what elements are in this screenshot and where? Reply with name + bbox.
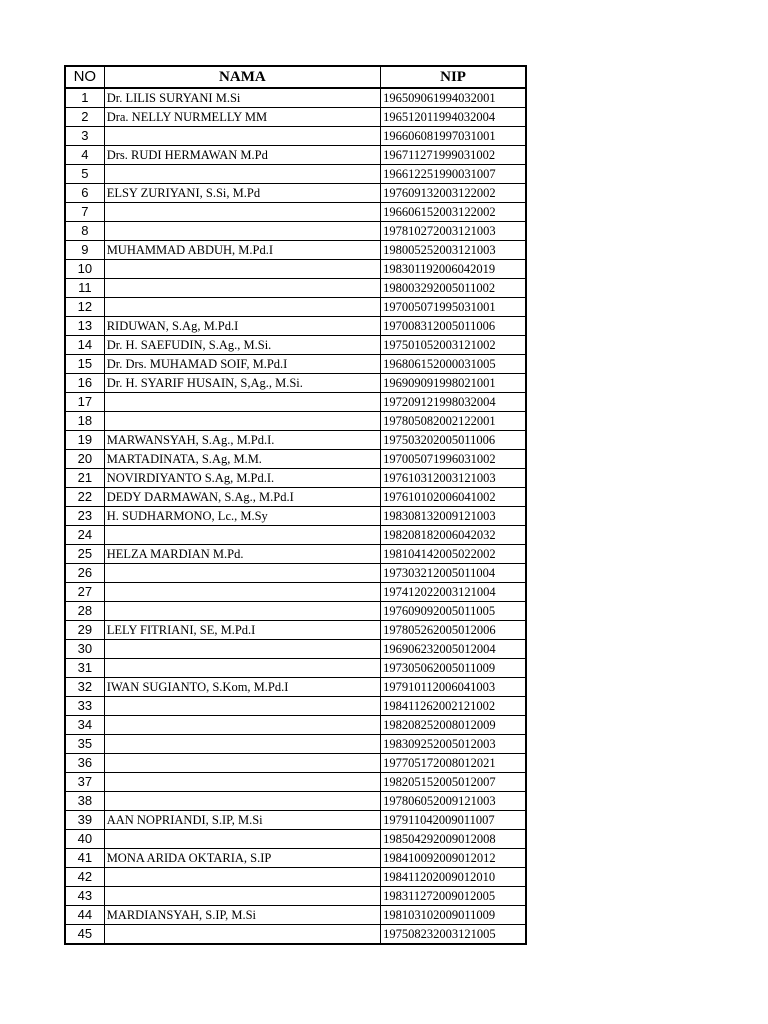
table-row	[65, 374, 526, 393]
cell-no: 35	[65, 735, 104, 754]
cell-nip: 198208252008012009	[381, 716, 526, 735]
cell-no: 44	[65, 906, 104, 925]
cell-nip: 198311272009012005	[381, 887, 526, 906]
cell-nama: IWAN SUGIANTO, S.Kom, M.Pd.I	[104, 678, 380, 697]
cell-no: 19	[65, 431, 104, 450]
cell-no: 22	[65, 488, 104, 507]
cell-no: 23	[65, 507, 104, 526]
cell-no: 29	[65, 621, 104, 640]
cell-nip: 197805082002122001	[381, 412, 526, 431]
cell-nip: 196906232005012004	[381, 640, 526, 659]
cell-nip: 197501052003121002	[381, 336, 526, 355]
cell-nip: 196612251990031007	[381, 165, 526, 184]
cell-nama	[104, 564, 380, 583]
cell-nip: 196512011994032004	[381, 108, 526, 127]
table-row	[65, 659, 526, 678]
table-row	[65, 393, 526, 412]
cell-no: 17	[65, 393, 104, 412]
cell-no: 13	[65, 317, 104, 336]
cell-nama	[104, 412, 380, 431]
cell-no: 12	[65, 298, 104, 317]
table-row	[65, 830, 526, 849]
table-row	[65, 887, 526, 906]
cell-no: 40	[65, 830, 104, 849]
cell-no: 2	[65, 108, 104, 127]
cell-nip: 198104142005022002	[381, 545, 526, 564]
cell-nip: 197008312005011006	[381, 317, 526, 336]
table-row	[65, 184, 526, 203]
table-row	[65, 640, 526, 659]
cell-nama: HELZA MARDIAN M.Pd.	[104, 545, 380, 564]
cell-nip: 198410092009012012	[381, 849, 526, 868]
cell-nama: Dr. H. SYARIF HUSAIN, S,Ag., M.Si.	[104, 374, 380, 393]
cell-nip: 198411262002121002	[381, 697, 526, 716]
table-row	[65, 697, 526, 716]
table-row	[65, 925, 526, 945]
table-row	[65, 317, 526, 336]
cell-nip: 198003292005011002	[381, 279, 526, 298]
cell-nama	[104, 640, 380, 659]
cell-nama: MONA ARIDA OKTARIA, S.IP	[104, 849, 380, 868]
cell-nama	[104, 868, 380, 887]
table-row	[65, 298, 526, 317]
cell-nama	[104, 735, 380, 754]
cell-nama	[104, 659, 380, 678]
cell-nama	[104, 887, 380, 906]
cell-nama	[104, 925, 380, 945]
cell-nama: LELY FITRIANI, SE, M.Pd.I	[104, 621, 380, 640]
table-row	[65, 279, 526, 298]
cell-no: 6	[65, 184, 104, 203]
cell-nama: NOVIRDIYANTO S.Ag, M.Pd.I.	[104, 469, 380, 488]
cell-nip: 197412022003121004	[381, 583, 526, 602]
table-row	[65, 602, 526, 621]
cell-nip: 198308132009121003	[381, 507, 526, 526]
cell-nip: 197609092005011005	[381, 602, 526, 621]
cell-no: 9	[65, 241, 104, 260]
cell-nama	[104, 203, 380, 222]
cell-nama: MARDIANSYAH, S.IP, M.Si	[104, 906, 380, 925]
cell-no: 1	[65, 88, 104, 108]
cell-no: 14	[65, 336, 104, 355]
table-row	[65, 146, 526, 165]
cell-nip: 198411202009012010	[381, 868, 526, 887]
cell-nip: 198309252005012003	[381, 735, 526, 754]
cell-nama: DEDY DARMAWAN, S.Ag., M.Pd.I	[104, 488, 380, 507]
table-row	[65, 754, 526, 773]
cell-nama: MARTADINATA, S.Ag, M.M.	[104, 450, 380, 469]
table-row	[65, 241, 526, 260]
cell-nip: 197005071996031002	[381, 450, 526, 469]
table-row	[65, 203, 526, 222]
cell-nip: 197303212005011004	[381, 564, 526, 583]
cell-nip: 197911042009011007	[381, 811, 526, 830]
cell-nama: Dr. Drs. MUHAMAD SOIF, M.Pd.I	[104, 355, 380, 374]
cell-nip: 197705172008012021	[381, 754, 526, 773]
cell-no: 20	[65, 450, 104, 469]
cell-nama	[104, 393, 380, 412]
cell-nip: 197005071995031001	[381, 298, 526, 317]
cell-no: 27	[65, 583, 104, 602]
cell-nama: MUHAMMAD ABDUH, M.Pd.I	[104, 241, 380, 260]
cell-no: 42	[65, 868, 104, 887]
cell-nip: 196509061994032001	[381, 88, 526, 108]
cell-nip: 197805262005012006	[381, 621, 526, 640]
cell-no: 36	[65, 754, 104, 773]
cell-no: 39	[65, 811, 104, 830]
cell-nip: 197910112006041003	[381, 678, 526, 697]
header-row	[65, 66, 526, 88]
cell-nama	[104, 716, 380, 735]
cell-no: 15	[65, 355, 104, 374]
table-row	[65, 488, 526, 507]
table-row	[65, 88, 526, 108]
table-row	[65, 526, 526, 545]
cell-nip: 197503202005011006	[381, 431, 526, 450]
cell-no: 21	[65, 469, 104, 488]
cell-nip: 196806152000031005	[381, 355, 526, 374]
cell-nama: Drs. RUDI HERMAWAN M.Pd	[104, 146, 380, 165]
cell-nip: 198005252003121003	[381, 241, 526, 260]
cell-no: 33	[65, 697, 104, 716]
cell-nama	[104, 792, 380, 811]
cell-nama: Dr. H. SAEFUDIN, S.Ag., M.Si.	[104, 336, 380, 355]
table-row	[65, 678, 526, 697]
cell-nama: Dra. NELLY NURMELLY MM	[104, 108, 380, 127]
cell-nama	[104, 754, 380, 773]
table-row	[65, 792, 526, 811]
table-row	[65, 431, 526, 450]
cell-nip: 196909091998021001	[381, 374, 526, 393]
cell-no: 4	[65, 146, 104, 165]
cell-no: 34	[65, 716, 104, 735]
table-row	[65, 849, 526, 868]
header-nip: NIP	[381, 66, 526, 88]
cell-nip: 197610102006041002	[381, 488, 526, 507]
table-row	[65, 773, 526, 792]
cell-no: 11	[65, 279, 104, 298]
cell-nip: 197209121998032004	[381, 393, 526, 412]
cell-no: 31	[65, 659, 104, 678]
table-row	[65, 127, 526, 146]
cell-no: 37	[65, 773, 104, 792]
cell-nama: Dr. LILIS SURYANI M.Si	[104, 88, 380, 108]
employee-table	[64, 65, 527, 945]
table-row	[65, 545, 526, 564]
cell-nama: RIDUWAN, S.Ag, M.Pd.I	[104, 317, 380, 336]
cell-no: 28	[65, 602, 104, 621]
cell-nama: MARWANSYAH, S.Ag., M.Pd.I.	[104, 431, 380, 450]
table-row	[65, 735, 526, 754]
table-row	[65, 412, 526, 431]
cell-nama	[104, 830, 380, 849]
table-row	[65, 108, 526, 127]
table-row	[65, 811, 526, 830]
cell-no: 10	[65, 260, 104, 279]
table-row	[65, 450, 526, 469]
cell-nip: 198103102009011009	[381, 906, 526, 925]
cell-no: 30	[65, 640, 104, 659]
table-row	[65, 564, 526, 583]
table-row	[65, 469, 526, 488]
cell-nama	[104, 222, 380, 241]
cell-no: 3	[65, 127, 104, 146]
table-row	[65, 868, 526, 887]
header-nama: NAMA	[104, 66, 380, 88]
cell-no: 7	[65, 203, 104, 222]
table-row	[65, 906, 526, 925]
cell-nama	[104, 127, 380, 146]
cell-nama: H. SUDHARMONO, Lc., M.Sy	[104, 507, 380, 526]
table-row	[65, 222, 526, 241]
cell-no: 45	[65, 925, 104, 945]
cell-nip: 198208182006042032	[381, 526, 526, 545]
cell-no: 41	[65, 849, 104, 868]
cell-no: 5	[65, 165, 104, 184]
table-row	[65, 716, 526, 735]
cell-nip: 198301192006042019	[381, 260, 526, 279]
table-row	[65, 336, 526, 355]
cell-nip: 198504292009012008	[381, 830, 526, 849]
cell-nama	[104, 583, 380, 602]
cell-nip: 197609132003122002	[381, 184, 526, 203]
table-row	[65, 260, 526, 279]
cell-no: 43	[65, 887, 104, 906]
cell-no: 26	[65, 564, 104, 583]
cell-no: 18	[65, 412, 104, 431]
cell-nama	[104, 602, 380, 621]
cell-nip: 198205152005012007	[381, 773, 526, 792]
cell-nama: ELSY ZURIYANI, S.Si, M.Pd	[104, 184, 380, 203]
cell-nip: 197305062005011009	[381, 659, 526, 678]
table-row	[65, 621, 526, 640]
cell-nip: 197610312003121003	[381, 469, 526, 488]
cell-no: 8	[65, 222, 104, 241]
table-row	[65, 165, 526, 184]
cell-nama	[104, 697, 380, 716]
cell-nama	[104, 526, 380, 545]
cell-nama	[104, 773, 380, 792]
cell-no: 38	[65, 792, 104, 811]
table-row	[65, 583, 526, 602]
cell-no: 32	[65, 678, 104, 697]
cell-nama: AAN NOPRIANDI, S.IP, M.Si	[104, 811, 380, 830]
table-row	[65, 507, 526, 526]
header-no: NO	[65, 66, 104, 88]
cell-no: 25	[65, 545, 104, 564]
cell-nama	[104, 260, 380, 279]
cell-nama	[104, 165, 380, 184]
cell-nip: 196606081997031001	[381, 127, 526, 146]
cell-nip: 197508232003121005	[381, 925, 526, 945]
cell-nama	[104, 279, 380, 298]
cell-nama	[104, 298, 380, 317]
cell-nip: 197806052009121003	[381, 792, 526, 811]
cell-nip: 196606152003122002	[381, 203, 526, 222]
table-row	[65, 355, 526, 374]
cell-nip: 196711271999031002	[381, 146, 526, 165]
cell-nip: 197810272003121003	[381, 222, 526, 241]
cell-no: 16	[65, 374, 104, 393]
cell-no: 24	[65, 526, 104, 545]
